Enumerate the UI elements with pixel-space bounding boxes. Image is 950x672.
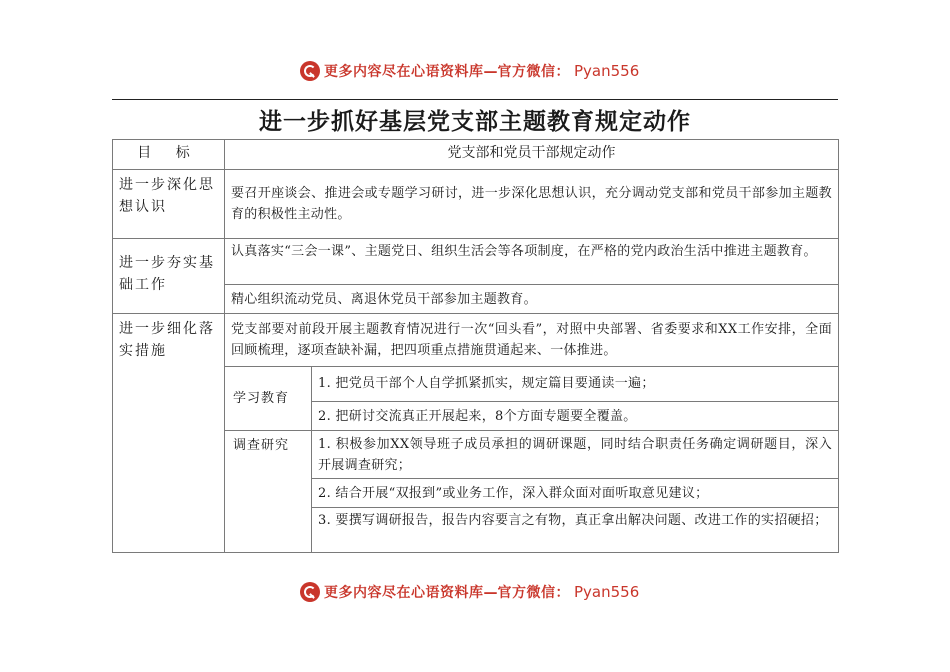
row-action: 认真落实“三会一课”、主题党日、组织生活会等各项制度，在严格的党内政治生活中推进主题教育。 xyxy=(231,244,817,259)
row-goal: 进一步深化思想认识 xyxy=(119,177,215,215)
header-goal: 目 标 xyxy=(137,145,200,161)
subcategory-item: 2. 把研讨交流真正开展起来，8个方面专题要全覆盖。 xyxy=(318,409,637,424)
table-border-bottom xyxy=(112,552,839,553)
banner-wechat-id: Pyan556 xyxy=(574,62,640,80)
subcategory-item: 3. 要撰写调研报告，报告内容要言之有物，真正拿出解决问题、改进工作的实招硬招； xyxy=(318,513,828,528)
subcategory-item: 1. 把党员干部个人自学抓紧抓实，规定篇目要通读一遍； xyxy=(318,376,655,391)
header-rule xyxy=(112,99,838,100)
row-action: 要召开座谈会、推进会或专题学习研讨，进一步深化思想认识，充分调动党支部和党员干部参加主题教育的积极性主动性。 xyxy=(231,186,832,222)
banner-text: 更多内容尽在心语资料库—官方微信： xyxy=(324,64,570,80)
subcategory-item: 1. 积极参加XX领导班子成员承担的调研课题，同时结合职责任务确定调研题目，深入开展调查研究； xyxy=(318,437,832,473)
row-goal: 进一步夯实基础工作 xyxy=(119,255,215,293)
brand-logo-icon xyxy=(300,582,320,602)
subcategory-item: 2. 结合开展“双报到”或业务工作，深入群众面对面听取意见建议； xyxy=(318,486,709,501)
table-border-right xyxy=(838,139,839,553)
row-goal: 进一步细化落实措施 xyxy=(119,321,215,359)
top-banner xyxy=(300,58,639,84)
row-action: 精心组织流动党员、离退休党员干部参加主题教育。 xyxy=(231,292,537,307)
header-actions: 党支部和党员干部规定动作 xyxy=(447,145,616,161)
row-action: 党支部要对前段开展主题教育情况进行一次“回头看”，对照中央部署、省委要求和XX工作安排，全面回顾梳理，逐项查缺补漏，把四项重点措施贯通起来、一体推进。 xyxy=(231,322,832,358)
banner-text: 更多内容尽在心语资料库—官方微信： xyxy=(324,585,570,601)
bottom-banner xyxy=(300,579,639,605)
banner-wechat-id: Pyan556 xyxy=(574,583,640,601)
subcategory-research: 调查研究 xyxy=(233,438,290,453)
document-title: 进一步抓好基层党支部主题教育规定动作 xyxy=(259,108,691,135)
subcategory-study: 学习教育 xyxy=(233,391,290,406)
brand-logo-icon xyxy=(300,61,320,81)
